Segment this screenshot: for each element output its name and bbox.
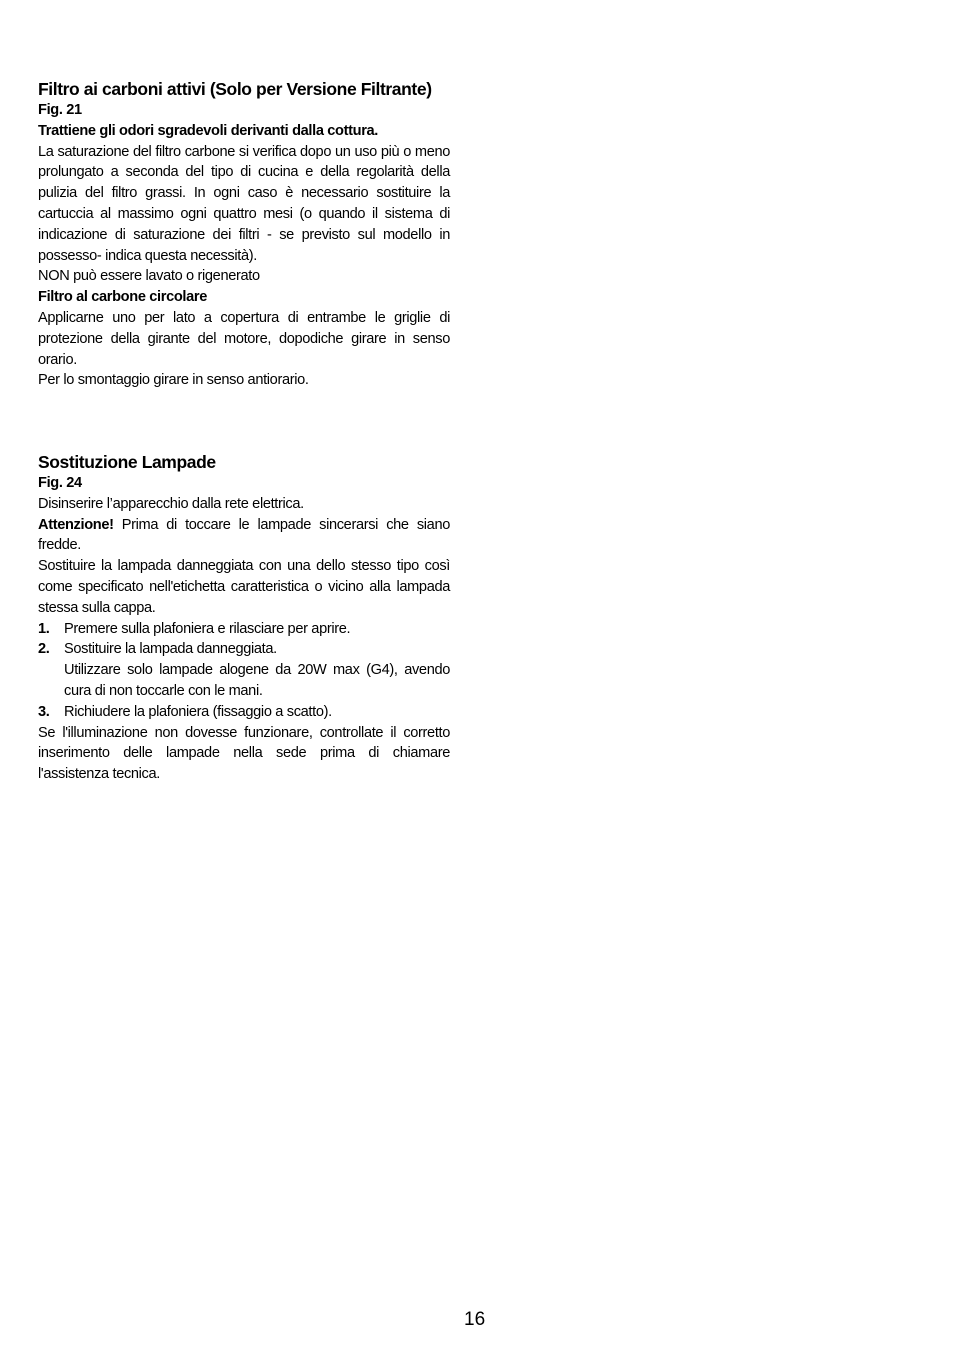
carbon-filter-no-wash-note: NON può essere lavato o rigenerato (38, 268, 260, 285)
lamp-steps-list (38, 619, 450, 723)
list-item (38, 702, 450, 723)
warning-text: Prima di toccare le lampade sincerarsi che siano fredde. (38, 516, 450, 554)
figure-reference-21: Fig. 21 (38, 102, 82, 118)
section-title-carbon-filter: Filtro ai carboni attivi (Solo per Versione Filtrante) (38, 79, 432, 99)
carbon-filter-intro: Trattiene gli odori sgradevoli derivanti dalla cottura. (38, 122, 379, 139)
section-title-lamp-replacement: Sostituzione Lampade (38, 452, 216, 472)
step-text: Sostituire la lampada danneggiata. (64, 641, 277, 658)
step-text-block (64, 639, 450, 701)
step-number: 2. (38, 641, 50, 658)
list-item (38, 619, 450, 640)
list-item (38, 639, 450, 701)
page-number: 16 (464, 1309, 486, 1330)
disconnect-paragraph: Disinserire l’apparecchio dalla rete elettrica. (38, 495, 304, 512)
carbon-filter-saturation-paragraph: La saturazione del filtro carbone si verifica dopo un uso più o meno prolungato a seconda del tipo di cucina e della regolarità della pulizia del filtro grassi. In ogni caso è necessario sostituire la cartuccia al massimo ogni quattro mesi (o quando il sistema di indicazione di saturazione dei filtri - se previsto sul modello in possesso- indica questa necessità). (38, 143, 450, 264)
warning-paragraph (38, 515, 450, 557)
step-text: Premere sulla plafoniera e rilasciare per aprire. (64, 620, 351, 637)
step-number: 3. (38, 703, 50, 720)
step-number: 1. (38, 620, 50, 637)
step-text: Richiudere la plafoniera (fissaggio a scatto). (64, 703, 332, 720)
warning-label: Attenzione! (38, 516, 114, 533)
lamp-replacement-paragraph: Sostituire la lampada danneggiata con una dello stesso tipo così come specificato nell'etichetta caratteristica o vicino alla lampada stessa sulla cappa. (38, 558, 450, 616)
section-carbon-filter (38, 78, 450, 391)
circular-filter-install-paragraph: Applicarne uno per lato a copertura di entrambe le griglie di protezione della girante del motore, dopodiche girare in senso orario. (38, 309, 450, 368)
section-lamp-replacement (38, 451, 450, 785)
troubleshooting-paragraph: Se l'illuminazione non dovesse funzionare, controllate il corretto inserimento delle lampade nella sede prima di chiamare l'assistenza tecnica. (38, 724, 450, 783)
circular-filter-removal-paragraph: Per lo smontaggio girare in senso antiorario. (38, 372, 309, 389)
step-extra-text: Utilizzare solo lampade alogene da 20W max (G4), avendo cura di non toccarle con le mani. (64, 662, 450, 699)
circular-carbon-filter-subheading: Filtro al carbone circolare (38, 289, 207, 306)
figure-reference-24: Fig. 24 (38, 475, 82, 491)
